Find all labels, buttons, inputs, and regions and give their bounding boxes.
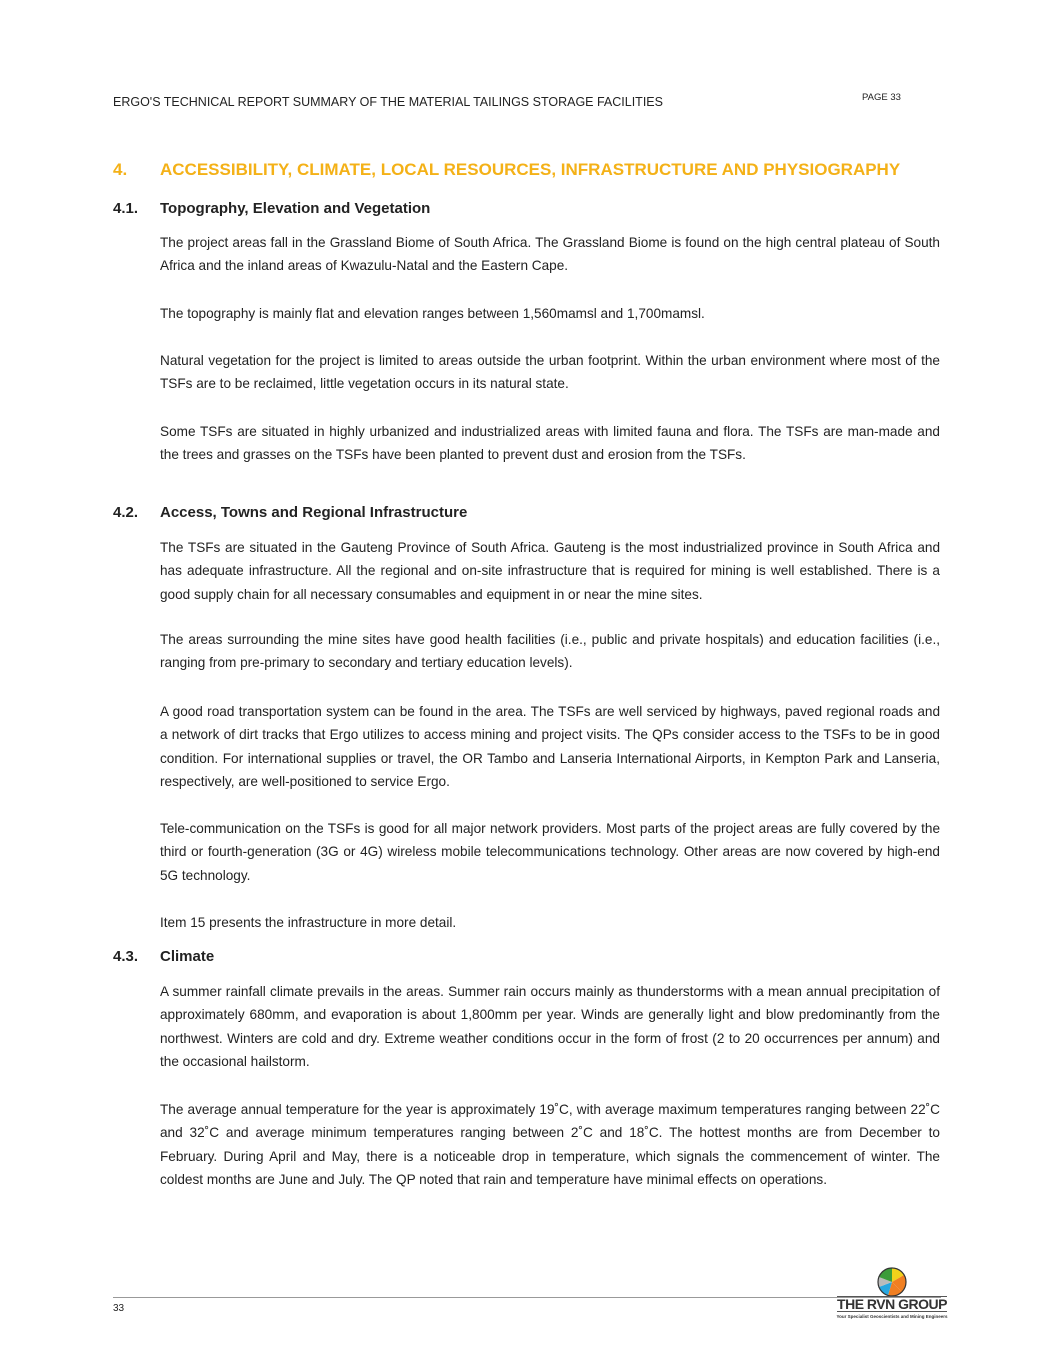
logo-name: THE RVN GROUP <box>837 1296 947 1312</box>
paragraph: The areas surrounding the mine sites have good health facilities (i.e., public and private hospitals) and education facilities (i.e., ranging from pre-primary to secondary and tertiary education levels). <box>160 632 940 671</box>
subsection-heading-4-3 <box>113 948 214 965</box>
logo-globe-icon <box>833 1266 951 1298</box>
paragraph: The topography is mainly flat and elevation ranges between 1,560mamsl and 1,700mamsl. <box>160 306 705 321</box>
rvn-group-logo <box>833 1266 951 1326</box>
subsection-title: Access, Towns and Regional Infrastructure <box>160 504 468 521</box>
paragraph: The average annual temperature for the year is approximately 19˚C, with average maximum temperatures ranging between 22˚C and 32˚C and average minimum temperatures ranging between 2˚C and 18˚C. The hottest months are from December to February. During April and May, there is a noticeable drop in temperature, which signals the commencement of winter. The coldest months are June and July. The QP noted that rain and temperature have minimal effects on operations. <box>160 1102 940 1188</box>
subsection-title: Topography, Elevation and Vegetation <box>160 200 431 217</box>
subsection-heading-4-2 <box>113 504 467 521</box>
paragraph: Some TSFs are situated in highly urbanized and industrialized areas with limited fauna and flora. The TSFs are man-made and the trees and grasses on the TSFs have been planted to prevent dust and erosion from the TSFs. <box>160 424 940 463</box>
paragraph: The TSFs are situated in the Gauteng Province of South Africa. Gauteng is the most industrialized province in South Africa and has adequate infrastructure. All the regional and on-site infrastructure that is required for mining is well established. There is a good supply chain for all necessary consumables and equipment in or near the mine sites. <box>160 540 940 602</box>
paragraph: The project areas fall in the Grassland Biome of South Africa. The Grassland Biome is found on the high central plateau of South Africa and the inland areas of Kwazulu-Natal and the Eastern Cape. <box>160 235 940 274</box>
paragraph: Tele-communication on the TSFs is good for all major network providers. Most parts of the project areas are fully covered by the third or fourth-generation (3G or 4G) wireless mobile telecommunications technology. Other areas are now covered by high-end 5G technology. <box>160 821 940 883</box>
subsection-number: 4.3. <box>113 948 139 965</box>
footer-divider <box>113 1297 941 1298</box>
page-label: PAGE 33 <box>862 92 901 103</box>
running-header: ERGO'S TECHNICAL REPORT SUMMARY OF THE MATERIAL TAILINGS STORAGE FACILITIES <box>113 95 663 109</box>
subsection-number: 4.2. <box>113 504 139 521</box>
subsection-heading-4-1 <box>113 200 430 217</box>
paragraph: A summer rainfall climate prevails in the areas. Summer rain occurs mainly as thunderstorms with a mean annual precipitation of approximately 680mm, and evaporation is about 1,800mm per year. Winds are generally light and blow predominantly from the northwest. Winters are cold and dry. Extreme weather conditions occur in the form of frost (2 to 20 occurrences per annum) and the occasional hailstorm. <box>160 984 940 1070</box>
paragraph: Natural vegetation for the project is limited to areas outside the urban footprint. Within the urban environment where most of the TSFs are to be reclaimed, little vegetation occurs in its natural state. <box>160 353 940 392</box>
subsection-number: 4.1. <box>113 200 139 217</box>
paragraph: Item 15 presents the infrastructure in more detail. <box>160 915 457 930</box>
paragraph: A good road transportation system can be found in the area. The TSFs are well serviced by highways, paved regional roads and a network of dirt tracks that Ergo utilizes to access mining and project visits. The QPs consider access to the TSFs to be in good condition. For international supplies or travel, the OR Tambo and Lanseria International Airports, in Kempton Park and Lanseria, respectively, are well-positioned to service Ergo. <box>160 704 940 790</box>
section-title: ACCESSIBILITY, CLIMATE, LOCAL RESOURCES, INFRASTRUCTURE AND PHYSIOGRAPHY <box>160 160 901 179</box>
section-heading <box>113 160 900 180</box>
section-number: 4. <box>113 160 128 179</box>
subsection-title: Climate <box>160 948 215 965</box>
footer-page-number: 33 <box>113 1303 125 1314</box>
logo-tagline: Your Specialist Geoscientists and Mining Engineers <box>836 1314 948 1319</box>
